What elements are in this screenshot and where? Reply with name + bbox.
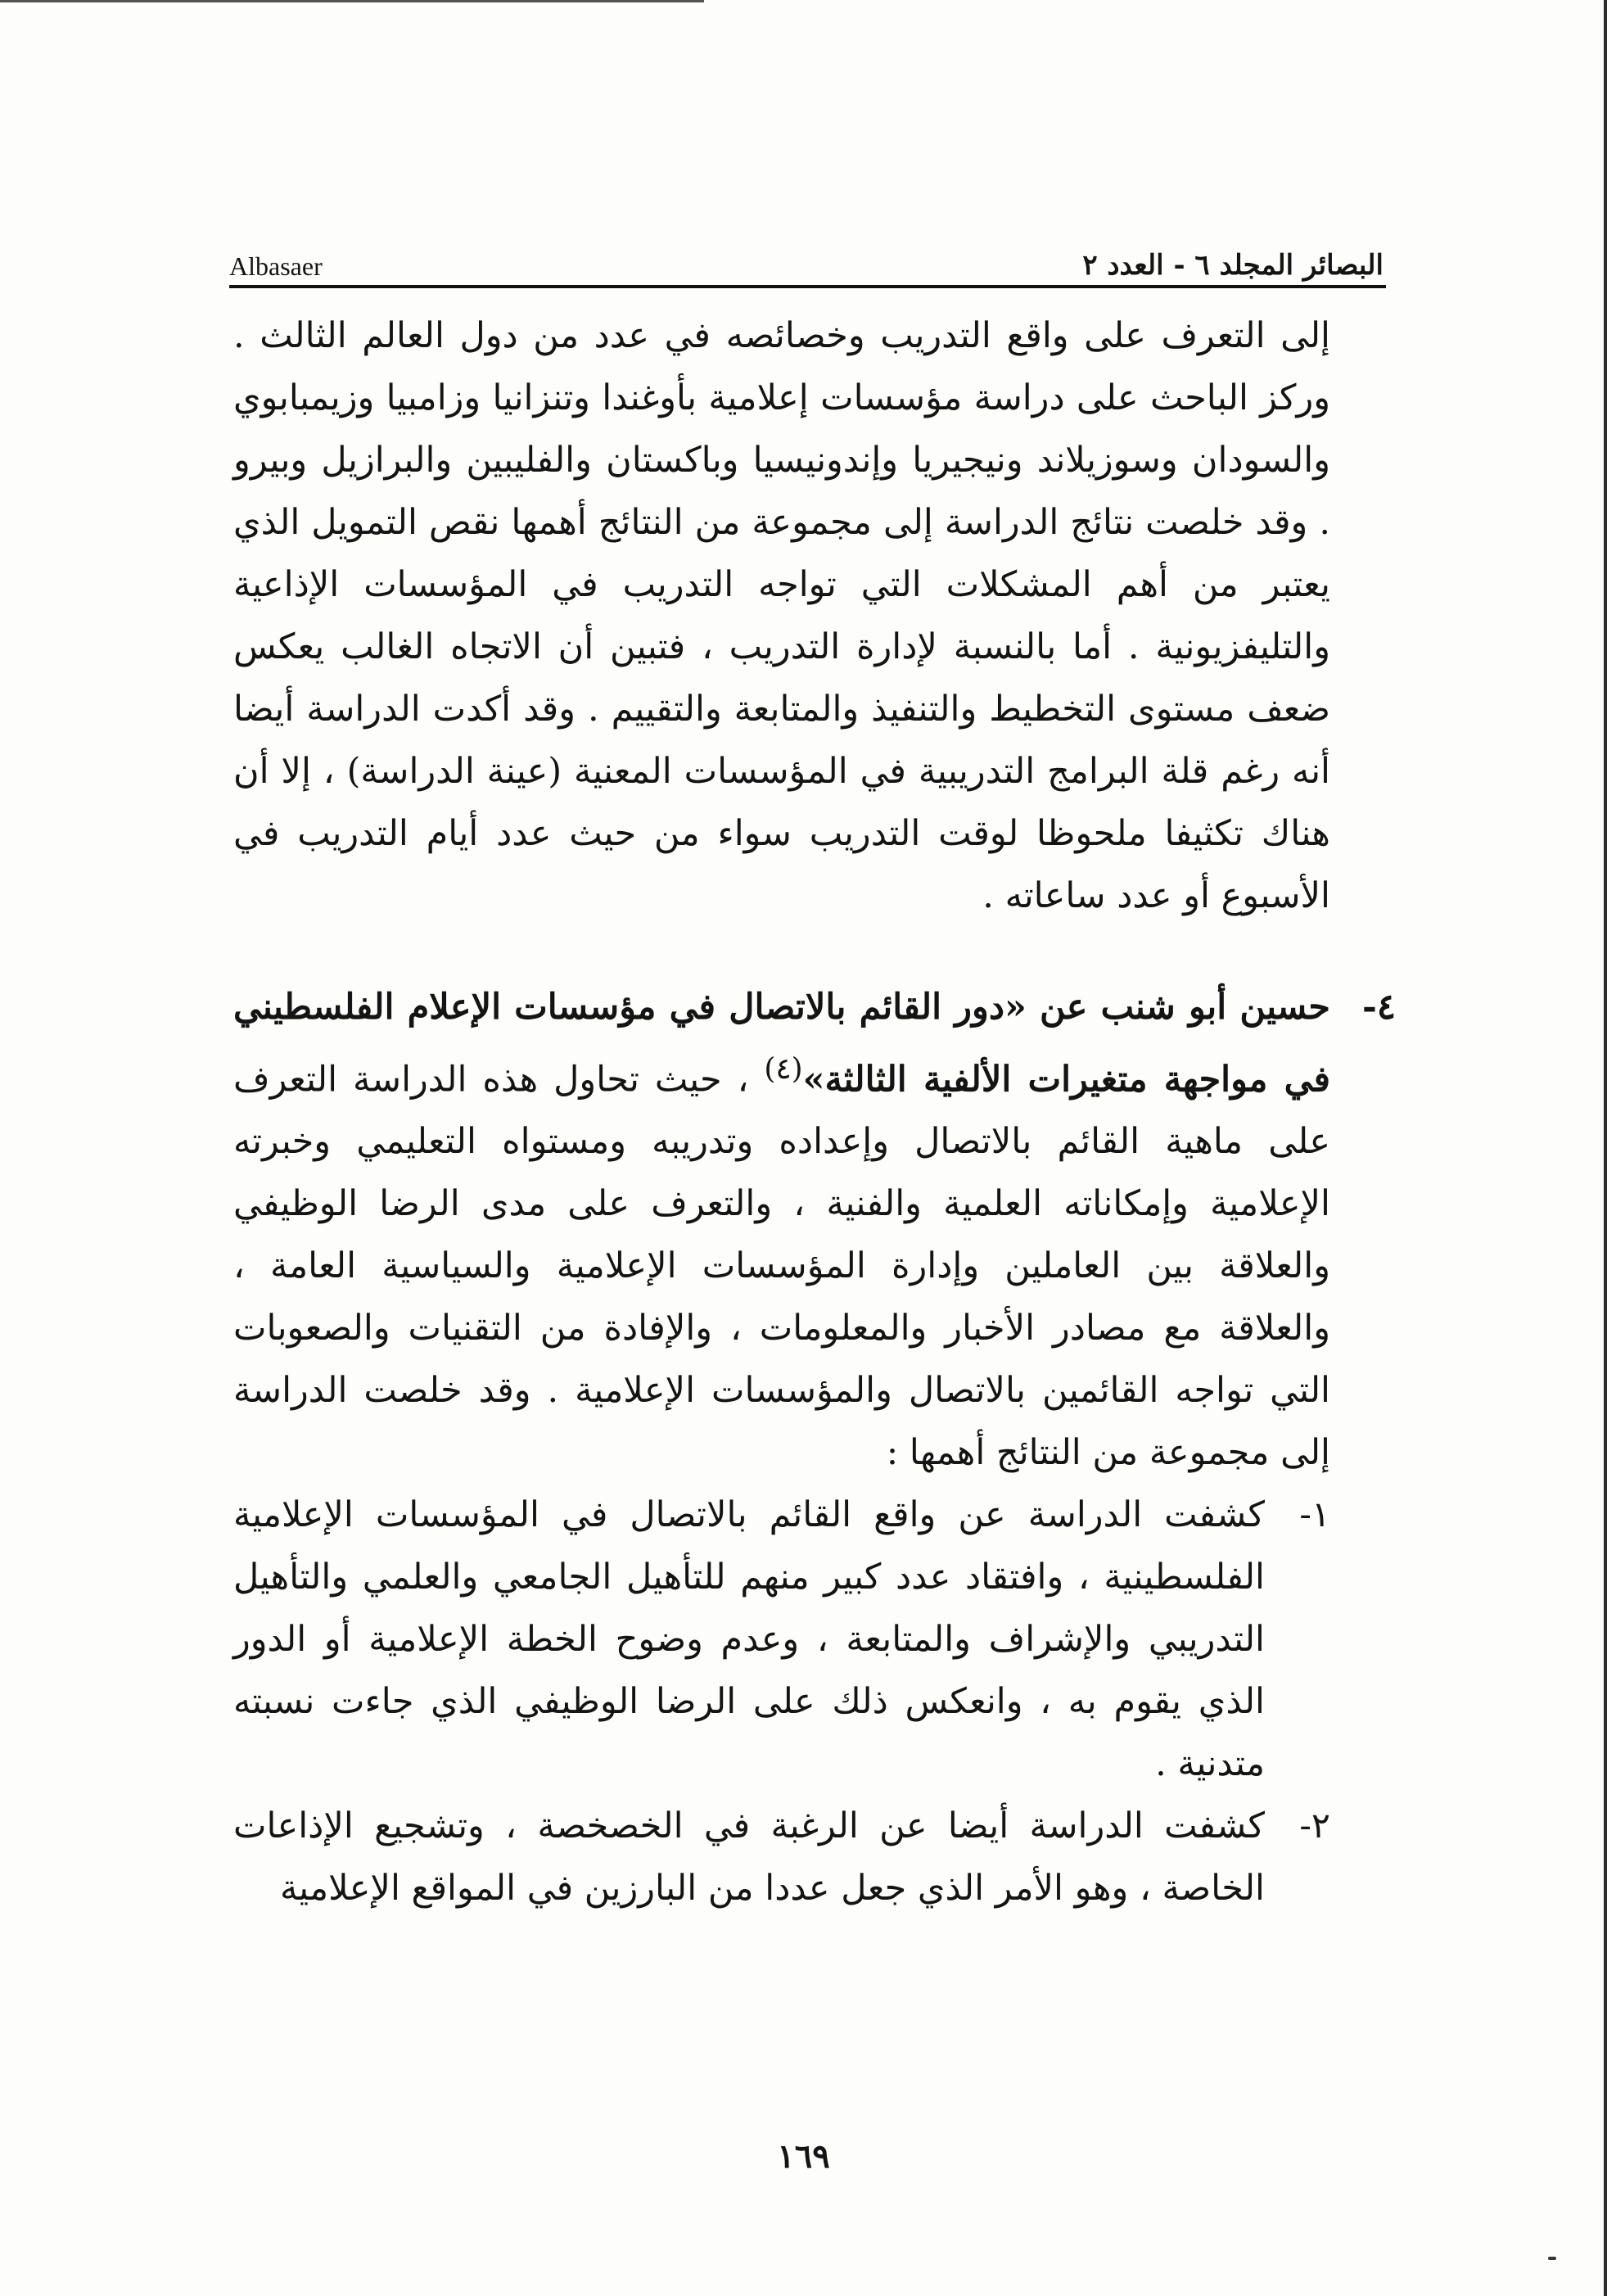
section-content [233,976,1330,1919]
running-header [229,234,1384,282]
finding-number: ١- [1299,1494,1330,1536]
scan-speck [1548,2257,1556,2260]
finding-item [233,1484,1330,1795]
footnote-ref: (٤) [764,1052,803,1086]
finding-text: كشفت الدراسة أيضا عن الرغبة في الخصخصة ، وتشجيع الإذاعات الخاصة ، وهو الأمر الذي جعل عددا من البارزين في المواقع الإعلامية [233,1806,1265,1910]
journal-arabic-title: البصائر المجلد ٦ - العدد ٢ [1082,249,1384,282]
header-rule [229,285,1386,288]
section-title: حسين أبو شنب عن «دور القائم بالاتصال في مؤسسات الإعلام الفلسطيني في مواجهة متغيرات الألفية الثالثة» [233,987,1331,1101]
journal-latin-text: Albasaer [229,251,323,281]
finding-item [233,1795,1330,1919]
intro-paragraph: إلى التعرف على واقع التدريب وخصائصه في عدد من دول العالم الثالث . وركز الباحث على دراسة مؤسسات إعلامية بأوغندا وتنزانيا وزامبيا وزيمبابوي والسودان وسوزيلاند ونيجيريا وإندونيسيا وباكستان والفليبين والبرازيل وبيرو . وقد خلصت نتائج الدراسة إلى مجموعة من النتائج أهمها نقص التمويل الذي يعتبر من أهم المشكلات التي تواجه التدريب في المؤسسات الإذاعية والتليفزيونية . أما بالنسبة لإدارة التدريب ، فتبين أن الاتجاه الغالب يعكس ضعف مستوى التخطيط والتنفيذ والمتابعة والتقييم . وقد أكدت الدراسة أيضا أنه رغم قلة البرامج التدريبية في المؤسسات المعنية (عينة الدراسة) ، إلا أن هناك تكثيفا ملحوظا لوقت التدريب سواء من حيث عدد أيام التدريب في الأسبوع أو عدد ساعاته . [233,315,1330,916]
section-number: ٤- [1362,987,1396,1028]
study-section-4 [233,976,1396,1919]
section-paragraph [233,976,1330,1484]
page-number: ١٦٩ [777,2137,830,2176]
finding-number: ٢- [1299,1806,1330,1847]
finding-text: كشفت الدراسة عن واقع القائم بالاتصال في المؤسسات الإعلامية الفلسطينية ، وافتقاد عدد كبير منهم للتأهيل الجامعي والعلمي والتأهيل التدريبي والإشراف والمتابعة ، وعدم وضوح الخطة الإعلامية أو الدور الذي يقوم به ، وانعكس ذلك على الرضا الوظيفي الذي جاءت نسبته متدنية . [233,1494,1265,1785]
section-body: ، حيث تحاول هذه الدراسة التعرف على ماهية القائم بالاتصال وإعداده وتدريبه ومستواه التعليمي وخبرته الإعلامية وإمكاناته العلمية والفنية ، والتعرف على مدى الرضا الوظيفي والعلاقة بين العاملين وإدارة المؤسسات الإعلامية والسياسية العامة ، والعلاقة مع مصادر الأخبار والمعلومات ، والإفادة من التقنيات والصعوبات التي تواجه القائمين بالاتصال والمؤسسات الإعلامية . وقد خلصت الدراسة إلى مجموعة من النتائج أهمها : [233,1059,1330,1474]
journal-latin-title [229,251,323,282]
scan-right-edge [1604,0,1607,2296]
page-body [233,305,1396,2090]
scan-top-line [0,0,704,2]
